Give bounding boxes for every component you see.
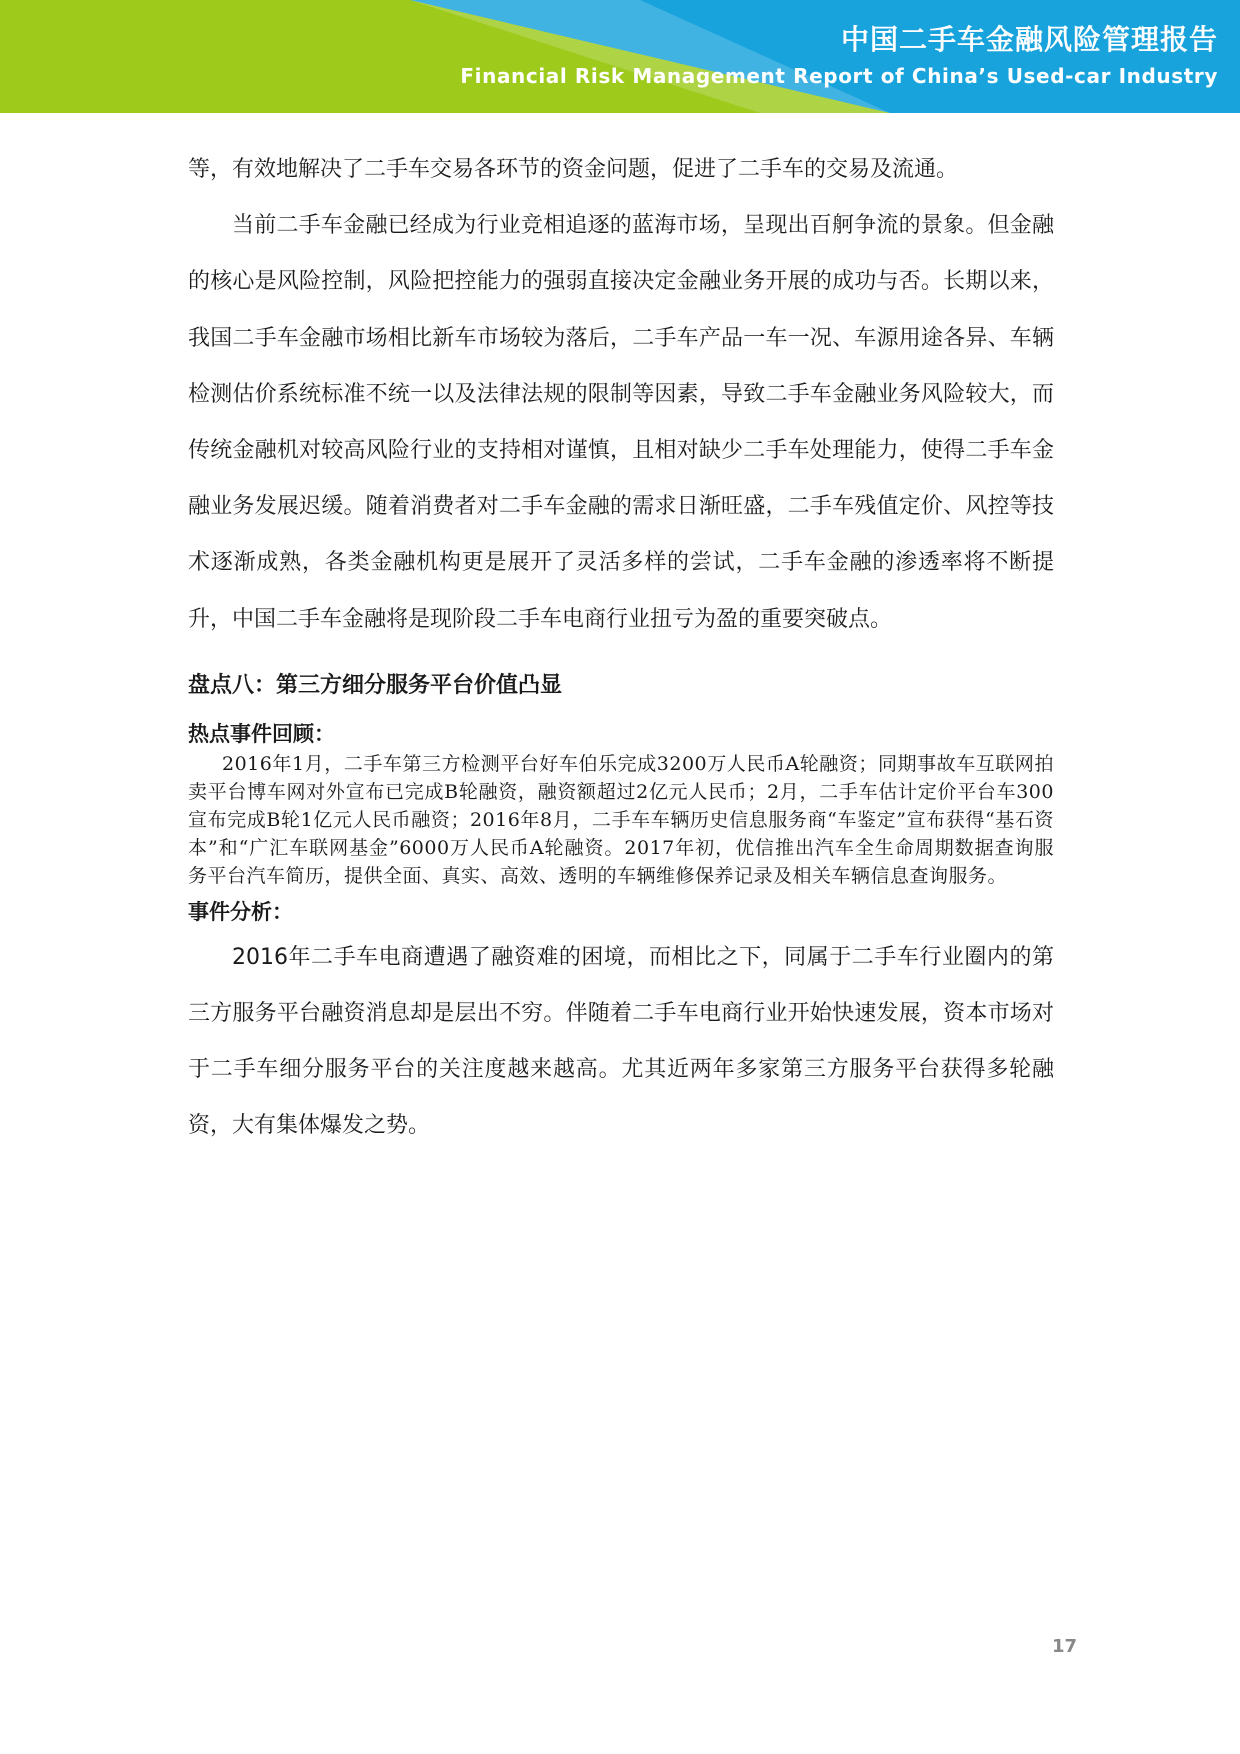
analysis-heading: 事件分析： (188, 899, 293, 924)
paragraph-risk-control: 当前二手车金融已经成为行业竞相追逐的蓝海市场，呈现出百舸争流的景象。但金融的核心是风险控制，风险把控能力的强弱直接决定金融业务开展的成功与否。长期以来，我国二手车金融市场相比新车市场较为落后，二手车产品一车一况、车源用途各异、车辆检测估价系统标准不统一以及法律法规的限制等因素，导致二手车金融业务风险较大，而传统金融机对较高风险行业的支持相对谨慎，且相对缺少二手车处理能力，使得二手车金融业务发展迟缓。随着消费者对二手车金融的需求日渐旺盛，二手车残值定价、风控等技术逐渐成熟，各类金融机构更是展开了灵活多样的尝试，二手车金融的渗透率将不断提升，中国二手车金融将是现阶段二手车电商行业扭亏为盈的重要突破点。 (188, 213, 1054, 632)
report-title: 中国二手车金融风险管理报告 (840, 23, 1218, 56)
main-content (188, 142, 1054, 1155)
report-subtitle: Financial Risk Management Report of China’s Used-car Industry (460, 64, 1218, 88)
page-number: 17 (1052, 1636, 1078, 1657)
section-title: 盘点八：第三方细分服务平台价值凸显 (188, 672, 563, 698)
paragraph-continuation: 等，有效地解决了二手车交易各环节的资金问题，促进了二手车的交易及流通。 (188, 157, 959, 182)
analysis-text: 2016年二手车电商遭遇了融资难的困境，而相比之下，同属于二手车行业圈内的第三方服务平台融资消息却是层出不穷。伴随着二手车电商行业开始快速发展，资本市场对于二手车细分服务平台的关注度越来越高。尤其近两年多家第三方服务平台获得多轮融资，大有集体爆发之势。 (188, 944, 1054, 1139)
header-banner (0, 0, 1240, 113)
hot-events-heading: 热点事件回顾： (188, 721, 335, 746)
hot-events-text: 2016年1月，二手车第三方检测平台好车伯乐完成3200万人民币A轮融资；同期事故车互联网拍卖平台博车网对外宣布已完成B轮融资，融资额超过2亿元人民币；2月，二手车估计定价平台车300宣布完成B轮1亿元人民币融资；2016年8月，二手车车辆历史信息服务商“车鉴定”宣布获得“基石资本”和“广汇车联网基金”6000万人民币A轮融资。2017年初，优信推出汽车全生命周期数据查询服务平台汽车简历，提供全面、真实、高效、透明的车辆维修保养记录及相关车辆信息查询服务。 (188, 752, 1054, 887)
